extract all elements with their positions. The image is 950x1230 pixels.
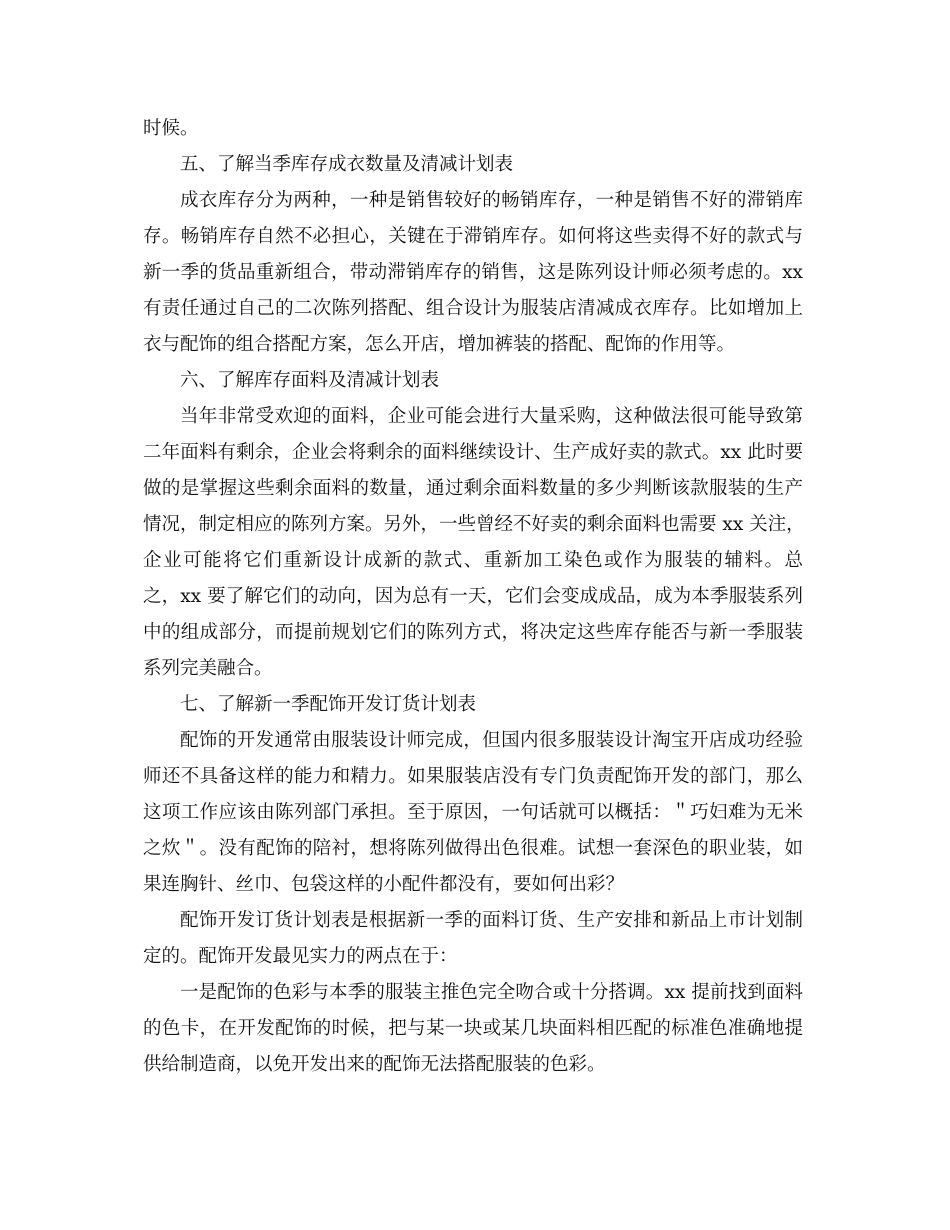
text-line: 新一季的货品重新组合，带动滞销库存的销售，这是陈列设计师必须考虑的。xx [143,262,803,283]
paragraph-first-line: 七、了解新一季配饰开发订货计划表 [180,694,477,715]
text-line: 企业可能将它们重新设计成新的款式、重新加工染色或作为服装的辅料。总 [143,550,803,571]
text-line: 时候。 [143,118,199,139]
text-line: 中的组成部分，而提前规划它们的陈列方式，将决定这些库存能否与新一季服装 [143,622,803,643]
document-body [143,111,803,1083]
text-line: 衣与配饰的组合搭配方案，怎么开店，增加裤装的搭配、配饰的作用等。 [143,334,736,355]
text-line: 情况，制定相应的陈列方案。另外，一些曾经不好卖的剩余面料也需要 xx 关注， [143,514,805,535]
paragraph-first-line: 一是配饰的色彩与本季的服装主推色完全吻合或十分搭调。xx 提前找到面料 [180,982,803,1003]
text-line: 果连胸针、丝巾、包袋这样的小配件都没有，要如何出彩？ [143,874,625,895]
paragraph-first-line: 六、了解库存面料及清减计划表 [180,370,440,391]
paragraph-first-line: 当年非常受欢迎的面料，企业可能会进行大量采购，这种做法很可能导致第 [180,406,803,427]
text-line: 这项工作应该由陈列部门承担。至于原因，一句话就可以概括：＂巧妇难为无米 [143,802,803,823]
text-line: 之炊＂。没有配饰的陪衬，想将陈列做得出色很难。试想一套深色的职业装，如 [143,838,803,859]
text-line: 定的。配饰开发最见实力的两点在于： [143,946,458,967]
text-line: 做的是掌握这些剩余面料的数量，通过剩余面料数量的多少判断该款服装的生产 [143,478,803,499]
text-line: 系列完美融合。 [143,658,273,679]
paragraph-first-line: 配饰开发订货计划表是根据新一季的面料订货、生产安排和新品上市计划制 [180,910,803,931]
text-line: 存。畅销库存自然不必担心，关键在于滞销库存。如何将这些卖得不好的款式与 [143,226,803,247]
text-line: 二年面料有剩余，企业会将剩余的面料继续设计、生产成好卖的款式。xx 此时要 [143,442,803,463]
paragraph-first-line: 成衣库存分为两种，一种是销售较好的畅销库存，一种是销售不好的滞销库 [180,190,803,211]
paragraph-first-line: 配饰的开发通常由服装设计师完成，但国内很多服装设计淘宝开店成功经验 [180,730,803,751]
paragraph-first-line: 五、了解当季库存成衣数量及清减计划表 [180,154,514,175]
text-line: 之，xx 要了解它们的动向，因为总有一天，它们会变成成品，成为本季服装系列 [143,586,803,607]
text-line: 供给制造商，以免开发出来的配饰无法搭配服装的色彩。 [143,1054,606,1075]
text-line: 的色卡，在开发配饰的时候，把与某一块或某几块面料相匹配的标准色准确地提 [143,1018,803,1039]
text-line: 有责任通过自己的二次陈列搭配、组合设计为服装店清减成衣库存。比如增加上 [143,298,803,319]
text-line: 师还不具备这样的能力和精力。如果服装店没有专门负责配饰开发的部门，那么 [143,766,803,787]
